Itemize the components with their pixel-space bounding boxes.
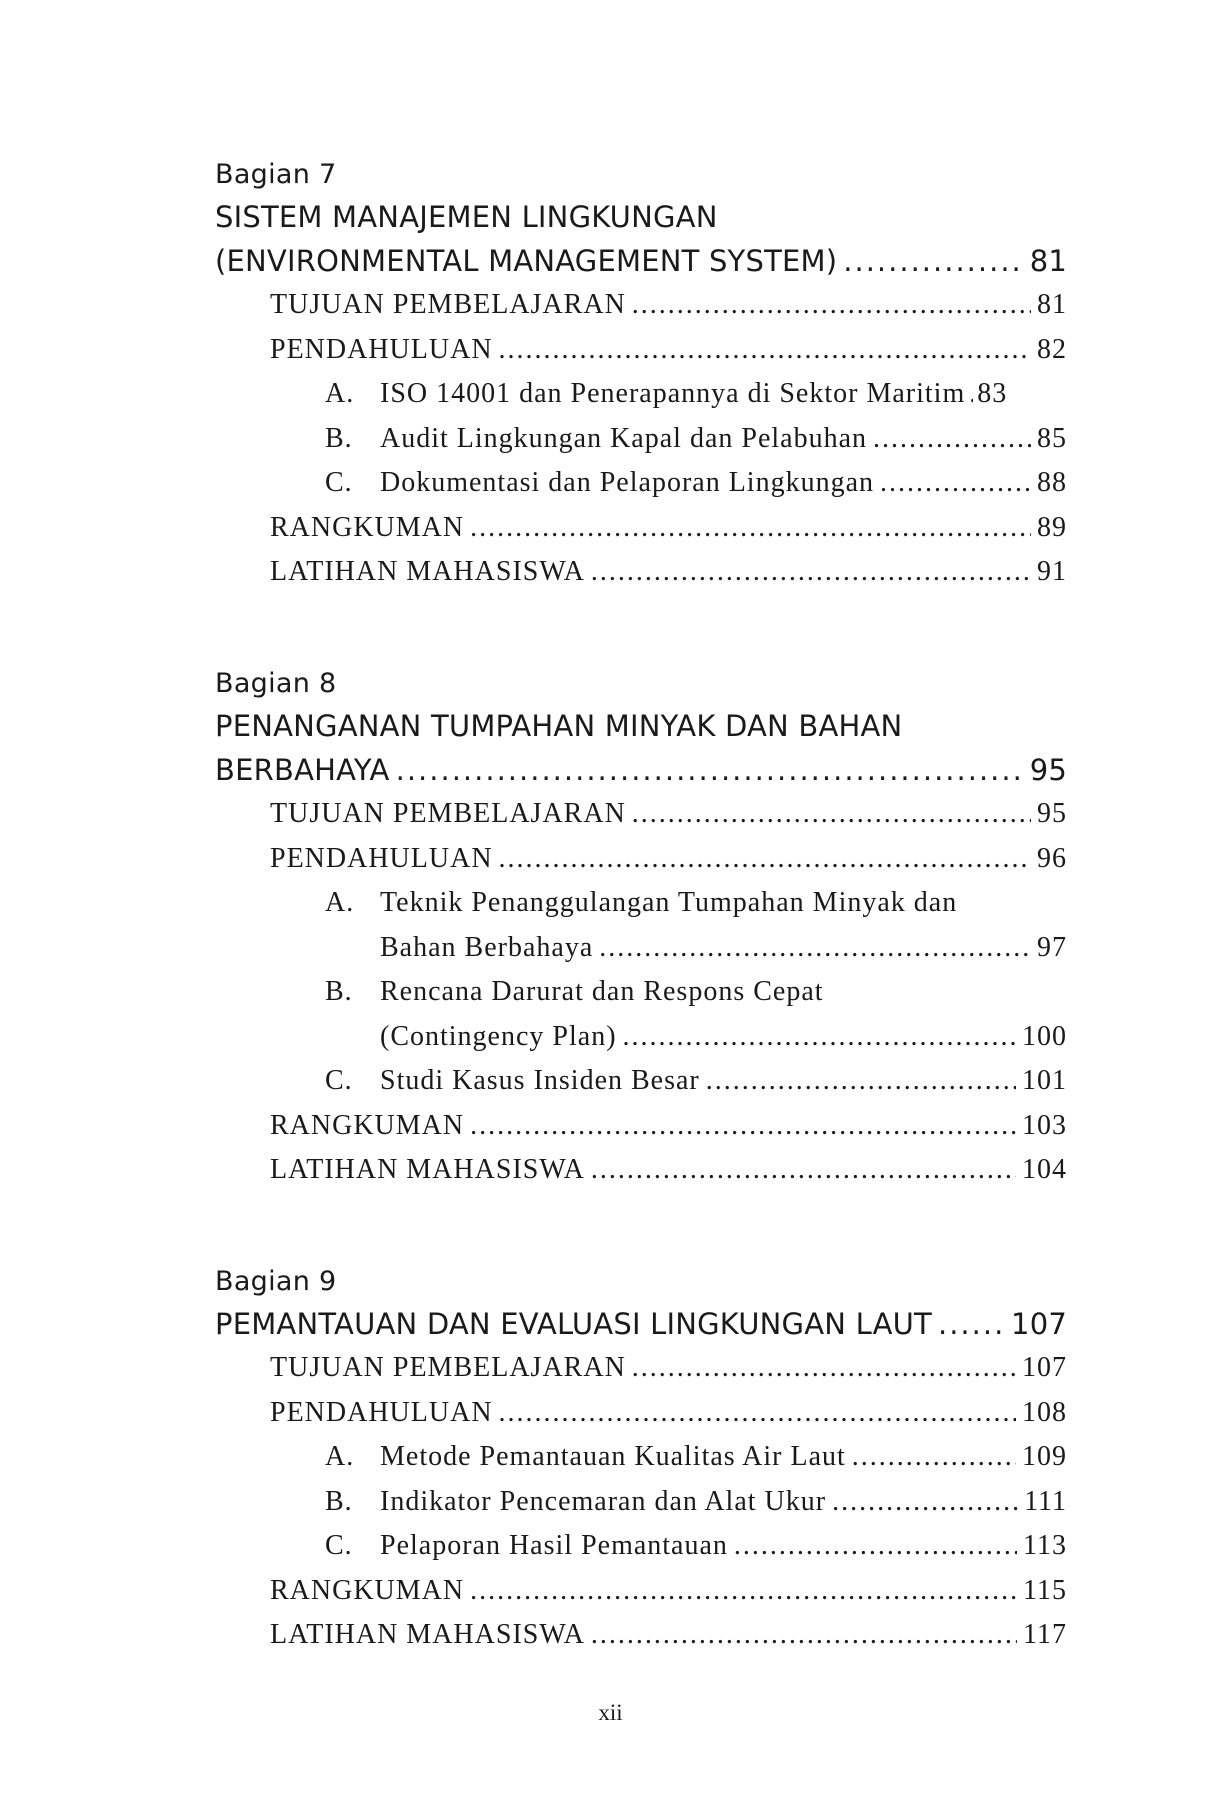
page-number: 96: [1037, 842, 1067, 874]
dot-leader: [632, 283, 1031, 328]
toc-part-8: [215, 664, 1067, 1193]
dot-leader: [632, 792, 1031, 837]
entry-text: TUJUAN PEMBELAJARAN: [270, 1352, 626, 1383]
dot-leader: [470, 1104, 1016, 1149]
page-number: 109: [1022, 1441, 1067, 1472]
page-number: 91: [1037, 556, 1067, 587]
page-number: 89: [1037, 511, 1067, 543]
toc-part-7: [215, 155, 1067, 595]
toc-subentry[interactable]: [215, 1059, 1067, 1104]
entry-text: RANGKUMAN: [270, 1109, 465, 1141]
entry-text: ISO 14001 dan Penerapannya di Sektor Maritim: [380, 378, 966, 409]
toc-subentry-continuation[interactable]: [215, 1015, 1067, 1060]
entry-text: RANGKUMAN: [270, 1574, 465, 1606]
toc-subentry[interactable]: [215, 1524, 1067, 1569]
dot-leader: [623, 1015, 1016, 1060]
page-number: 107: [1022, 1352, 1067, 1383]
toc-subentry[interactable]: [215, 417, 1067, 462]
part-label: Bagian 8: [215, 668, 337, 699]
entry-text: RANGKUMAN: [270, 511, 465, 543]
page-number: 81: [1029, 244, 1067, 278]
page-number: 117: [1023, 1619, 1067, 1650]
entry-text: PENDAHULUAN: [270, 842, 493, 874]
chapter-title-entry[interactable]: [215, 1302, 1067, 1346]
page-number: 108: [1022, 1396, 1067, 1428]
page-number: 107: [1011, 1307, 1067, 1341]
page-number: 115: [1023, 1574, 1067, 1606]
dot-leader: [938, 1302, 1005, 1346]
entry-text: LATIHAN MAHASISWA: [270, 1154, 585, 1185]
entry-letter: B.: [325, 422, 353, 454]
dot-leader: [880, 461, 1031, 506]
dot-leader: [591, 1148, 1016, 1193]
entry-text: TUJUAN PEMBELAJARAN: [270, 798, 626, 829]
toc-entry[interactable]: [215, 1613, 1067, 1658]
dot-leader: [873, 417, 1031, 462]
dot-leader: [470, 1569, 1017, 1614]
entry-text: Metode Pemantauan Kualitas Air Laut: [380, 1441, 846, 1472]
page-number: 101: [1022, 1065, 1067, 1096]
dot-leader: [591, 550, 1031, 595]
dot-leader: [632, 1346, 1016, 1391]
dot-leader: [470, 506, 1031, 551]
entry-text-cont: (Contingency Plan): [380, 1020, 617, 1052]
dot-leader: [969, 372, 973, 417]
page-number: 83: [977, 378, 1008, 409]
toc-subentry[interactable]: [215, 372, 1067, 417]
entry-text: Dokumentasi dan Pelaporan Lingkungan: [380, 467, 875, 498]
page-number: 100: [1022, 1020, 1067, 1052]
toc-entry[interactable]: [215, 328, 1067, 373]
toc-entry[interactable]: [215, 283, 1067, 328]
page-number: 111: [1024, 1485, 1067, 1517]
entry-letter: B.: [325, 1485, 353, 1517]
toc-subentry-continuation[interactable]: [215, 926, 1067, 971]
toc-subentry[interactable]: [215, 970, 1067, 1015]
entry-letter: A.: [325, 378, 355, 409]
toc-entry[interactable]: [215, 1346, 1067, 1391]
chapter-title-line1: PEMANTAUAN DAN EVALUASI LINGKUNGAN LAUT: [215, 1307, 932, 1341]
entry-text-cont: Bahan Berbahaya: [380, 931, 594, 963]
toc-entry[interactable]: [215, 792, 1067, 837]
entry-text: LATIHAN MAHASISWA: [270, 556, 585, 587]
toc-entry[interactable]: [215, 1391, 1067, 1436]
dot-leader: [499, 837, 1031, 882]
page-number: 85: [1037, 422, 1067, 454]
dot-leader: [591, 1613, 1017, 1658]
dot-leader: [499, 1391, 1016, 1436]
dot-leader: [843, 239, 1023, 283]
entry-text: Teknik Penanggulangan Tumpahan Minyak dan: [380, 887, 958, 918]
toc-subentry[interactable]: [215, 881, 1067, 926]
chapter-title-line2: BERBAHAYA: [215, 753, 390, 787]
page-number: 104: [1022, 1154, 1067, 1185]
entry-letter: C.: [325, 1065, 353, 1096]
page-number: 103: [1022, 1109, 1067, 1141]
toc-entry[interactable]: [215, 1569, 1067, 1614]
dot-leader: [599, 926, 1031, 971]
toc-entry[interactable]: [215, 506, 1067, 551]
entry-letter: C.: [325, 1530, 353, 1561]
toc-part-9: [215, 1262, 1067, 1658]
chapter-title-line1: SISTEM MANAJEMEN LINGKUNGAN: [215, 200, 718, 234]
page-number: 95: [1037, 798, 1067, 829]
entry-text: Studi Kasus Insiden Besar: [380, 1065, 700, 1096]
page-number: 82: [1037, 333, 1067, 365]
chapter-title: [215, 704, 1067, 748]
dot-leader: [706, 1059, 1016, 1104]
page-number: 113: [1023, 1530, 1067, 1561]
entry-text: PENDAHULUAN: [270, 1396, 493, 1428]
toc-entry[interactable]: [215, 1148, 1067, 1193]
chapter-title: [215, 195, 1067, 239]
page-number: 97: [1037, 931, 1067, 963]
toc-entry[interactable]: [215, 1104, 1067, 1149]
entry-text: Pelaporan Hasil Pemantauan: [380, 1530, 728, 1561]
chapter-title-line2: (ENVIRONMENTAL MANAGEMENT SYSTEM): [215, 244, 838, 278]
toc-entry[interactable]: [215, 550, 1067, 595]
part-label: Bagian 7: [215, 159, 337, 190]
dot-leader: [396, 748, 1024, 792]
entry-text: LATIHAN MAHASISWA: [270, 1619, 585, 1650]
dot-leader: [499, 328, 1031, 373]
toc-subentry[interactable]: [215, 461, 1067, 506]
entry-letter: C.: [325, 467, 353, 498]
chapter-title-line1: PENANGANAN TUMPAHAN MINYAK DAN BAHAN: [215, 709, 903, 743]
page-footer-number: xii: [598, 1700, 623, 1725]
toc-entry[interactable]: [215, 837, 1067, 882]
entry-letter: B.: [325, 976, 353, 1007]
entry-text: Indikator Pencemaran dan Alat Ukur: [380, 1485, 827, 1517]
entry-text: TUJUAN PEMBELAJARAN: [270, 289, 626, 320]
entry-letter: A.: [325, 887, 355, 918]
entry-text: Audit Lingkungan Kapal dan Pelabuhan: [380, 422, 868, 454]
part-label: Bagian 9: [215, 1266, 337, 1297]
toc-subentry[interactable]: [215, 1435, 1067, 1480]
toc-subentry[interactable]: [215, 1480, 1067, 1525]
dot-leader: [734, 1524, 1017, 1569]
page-number: 88: [1037, 467, 1067, 498]
chapter-title-entry[interactable]: [215, 239, 1067, 283]
dot-leader: [832, 1480, 1018, 1525]
entry-text: Rencana Darurat dan Respons Cepat: [380, 976, 824, 1007]
entry-text: PENDAHULUAN: [270, 333, 493, 365]
entry-letter: A.: [325, 1441, 355, 1472]
page-number: 81: [1037, 289, 1067, 320]
page-number: 95: [1029, 753, 1067, 787]
dot-leader: [852, 1435, 1016, 1480]
chapter-title-entry[interactable]: [215, 748, 1067, 792]
